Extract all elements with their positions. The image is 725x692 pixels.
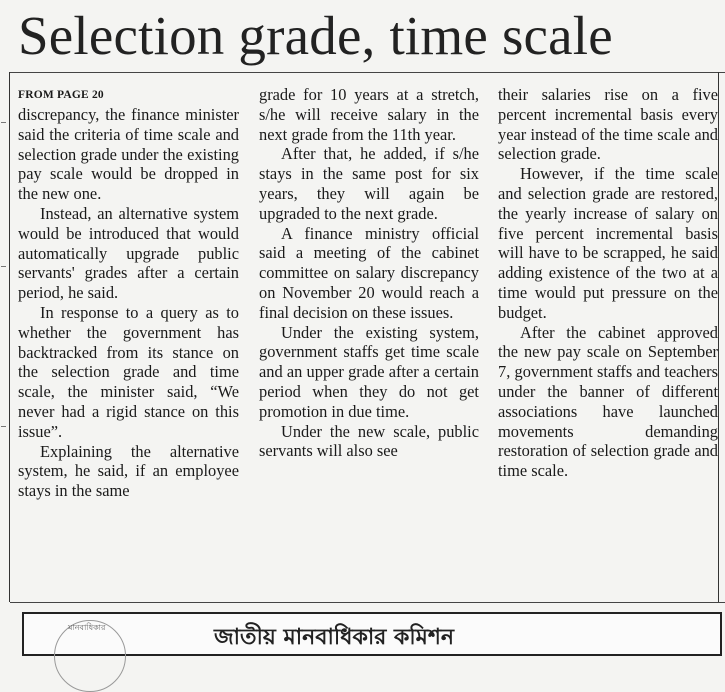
margin-mark [1,426,6,427]
article-column-3 [498,85,718,481]
margin-mark [1,122,6,123]
paragraph: grade for 10 years at a stretch, s/he will receive salary in the next grade from the 11th year. [259,85,479,144]
paragraph: In response to a query as to whether the government has backtracked from its stance on the selection grade and time scale, the minister said, “We never had a rigid stance on this issue”. [18,302,239,441]
left-frame-rule [9,72,10,602]
paragraph: However, if the time scale and selection grade are restored, the yearly increase of salary on five percent incremental basis will have to be scrapped, he said adding existence of the two at a time would put pressure on the budget. [498,164,718,322]
seal-text: মানবাধিকার [68,623,106,632]
continued-from-kicker: FROM PAGE 20 [18,89,104,101]
paragraph: A finance ministry official said a meeting of the cabinet committee on salary discrepancy on November 20 would reach a final decision on these issues. [259,223,479,322]
margin-mark [1,266,6,267]
article-column-1 [18,85,239,501]
paragraph: their salaries rise on a five percent incremental basis every year instead of the time scale and selection grade. [498,85,718,164]
headline: Selection grade, time scale [18,5,613,66]
right-frame-rule [718,72,719,602]
top-rule [10,72,725,73]
paragraph: discrepancy, the finance minister said the criteria of time scale and selection grade under the existing pay scale would be dropped in the new one. [18,105,239,204]
paragraph: Explaining the alternative system, he said, if an employee stays in the same [18,441,239,501]
advertisement-box [22,612,722,656]
article-column-2 [259,85,479,461]
paragraph: Under the new scale, public servants will also see [259,421,479,461]
paragraph: Under the existing system, government staffs get time scale and an upper grade after a certain period when they do not get promotion in due time. [259,322,479,421]
paragraph: After that, he added, if s/he stays in the same post for six years, they will again be upgraded to the next grade. [259,144,479,223]
advertisement-title: জাতীয় মানবাধিকার কমিশন [214,625,455,650]
paragraph: Instead, an alternative system would be introduced that would automatically upgrade public servants' grades after a certain period, he said. [18,203,239,303]
bottom-rule [10,602,725,603]
paragraph: After the cabinet approved the new pay scale on September 7, government staffs and teachers under the banner of different associations have launched movements demanding restoration of selection grade and time scale. [498,322,718,481]
